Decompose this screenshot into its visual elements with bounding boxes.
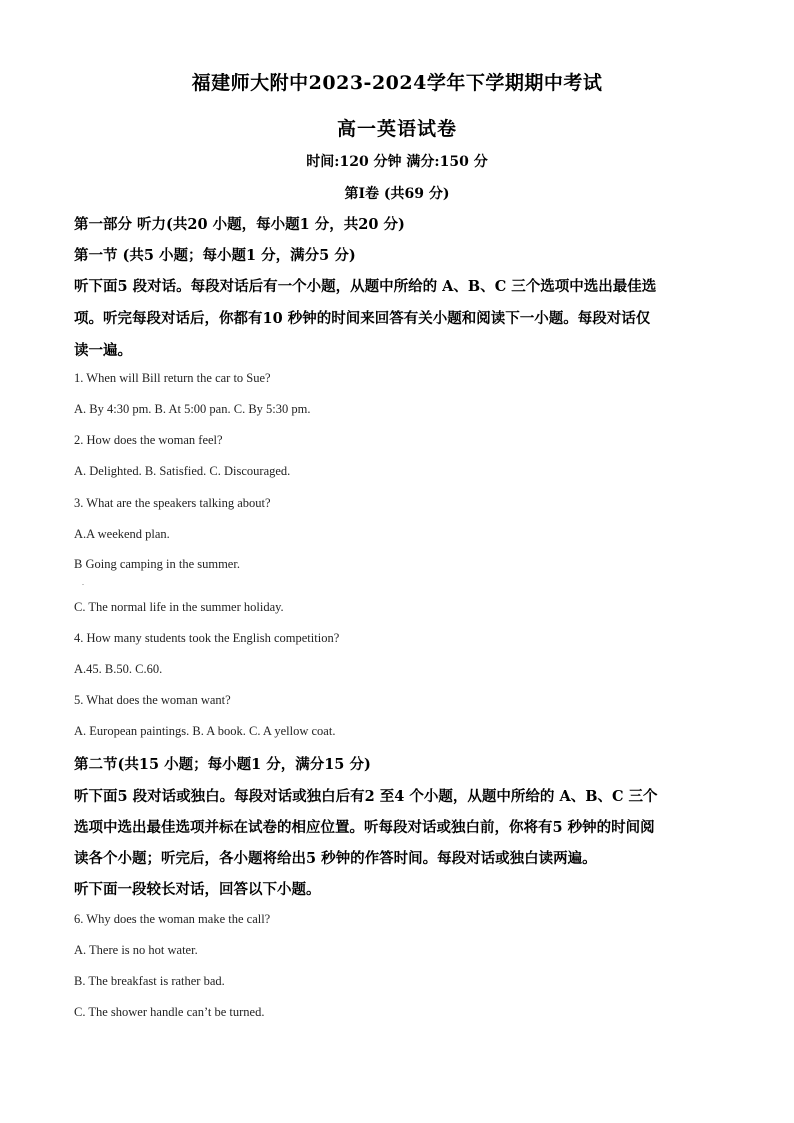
answer-option: C. The shower handle can’t be turned. bbox=[74, 1005, 265, 1019]
instruction-line: 读各个小题；听完后，各小题将给出5 秒钟的作答时间。每段对话或独白读两遍。 bbox=[74, 850, 597, 867]
question-text: 1. When will Bill return the car to Sue? bbox=[74, 371, 271, 385]
answer-option: B. The breakfast is rather bad. bbox=[74, 974, 225, 988]
instruction-line: 听下面5 段对话或独白。每段对话或独白后有2 至4 个小题，从题中所给的 A、B、C 三个 bbox=[74, 788, 658, 805]
answer-option: A.A weekend plan. bbox=[74, 527, 170, 541]
question-text: 6. Why does the woman make the call? bbox=[74, 912, 271, 926]
answer-options: A.45. B.50. C.60. bbox=[74, 662, 163, 676]
time-and-score-info: 时间:120 分钟 满分:150 分 bbox=[306, 154, 488, 170]
exam-title: 福建师大附中2023-2024学年下学期期中考试 bbox=[191, 72, 603, 94]
part-title: 第Ⅰ卷 (共69 分) bbox=[344, 186, 450, 202]
instruction-line: 听下面一段较长对话，回答以下小题。 bbox=[74, 881, 321, 898]
instruction-line: 项。听完每段对话后，你都有10 秒钟的时间来回答有关小题和阅读下一小题。每段对话仅 bbox=[74, 310, 651, 327]
section-subheading: 第一节 (共5 小题；每小题1 分，满分5 分) bbox=[74, 247, 356, 264]
question-text: 4. How many students took the English competition? bbox=[74, 631, 340, 645]
answer-options: A. European paintings. B. A book. C. A yellow coat. bbox=[74, 724, 336, 738]
answer-option: A. There is no hot water. bbox=[74, 943, 198, 957]
section-heading: 第一部分 听力(共20 小题，每小题1 分，共20 分) bbox=[74, 216, 405, 233]
section-subheading: 第二节(共15 小题；每小题1 分，满分15 分) bbox=[74, 756, 371, 773]
instruction-line: 听下面5 段对话。每段对话后有一个小题，从题中所给的 A、B、C 三个选项中选出最佳选 bbox=[74, 278, 657, 295]
answer-options: A. By 4:30 pm. B. At 5:00 pan. C. By 5:30 pm. bbox=[74, 402, 311, 416]
answer-option: C. The normal life in the summer holiday. bbox=[74, 600, 284, 614]
question-text: 5. What does the woman want? bbox=[74, 693, 231, 707]
answer-option: B Going camping in the summer. bbox=[74, 557, 240, 571]
instruction-line: 选项中选出最佳选项并标在试卷的相应位置。听每段对话或独白前，你将有5 秒钟的时间阅 bbox=[74, 819, 655, 836]
exam-subtitle: 高一英语试卷 bbox=[336, 118, 457, 140]
answer-options: A. Delighted. B. Satisfied. C. Discouraged. bbox=[74, 464, 291, 478]
instruction-line: 读一遍。 bbox=[74, 342, 132, 359]
question-text: 2. How does the woman feel? bbox=[74, 433, 223, 447]
stray-mark: . bbox=[82, 578, 84, 587]
question-text: 3. What are the speakers talking about? bbox=[74, 496, 271, 510]
